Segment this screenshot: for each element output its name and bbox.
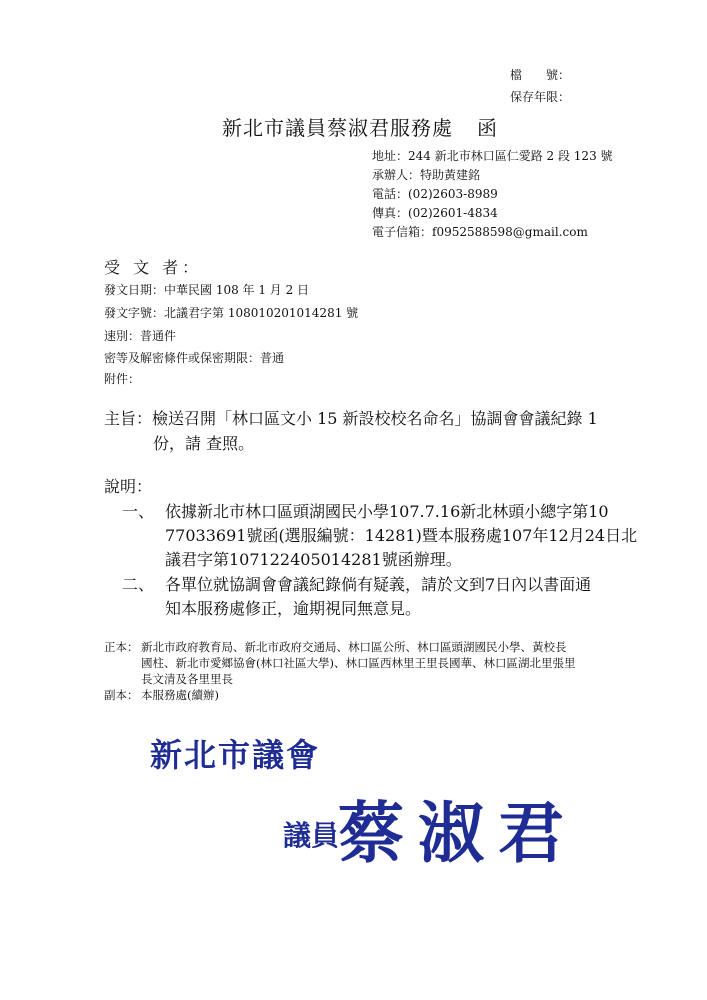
explanation-item-1-line: 議君字第107122405014281號函辦理。	[165, 550, 462, 569]
attachment-label: 附件：	[104, 372, 141, 386]
contact-email: 電子信箱：f0952588598@gmail.com	[372, 225, 588, 239]
letter-issuer: 新北市議員蔡淑君服務處	[222, 116, 453, 140]
council-seal-text: 新北市議會	[150, 736, 321, 774]
councilor-name-seal: 蔡淑君	[338, 794, 578, 872]
explanation-label: 說明：	[104, 477, 153, 496]
explanation-item-1-num: 一、	[122, 502, 155, 521]
retention-label: 保存年限：	[510, 90, 571, 104]
contact-fax: 傳真：(02)2601-4834	[372, 206, 498, 220]
file-number-label: 檔 號：	[510, 68, 571, 82]
subject-line-2: 份，請 查照。	[153, 434, 255, 453]
subject-line-1: 主旨：檢送召開「林口區文小 15 新設校校名命名」協調會會議紀錄 1	[104, 409, 598, 428]
explanation-item-2-num: 二、	[122, 575, 155, 594]
primary-copy-label: 正本：	[104, 640, 139, 654]
secondary-copy-label: 副本：	[104, 688, 139, 702]
speed-type: 速別：普通件	[104, 329, 177, 343]
councilor-role-seal: 議員	[283, 819, 340, 852]
primary-copy-line: 國柱、新北市愛鄉協會(林口社區大學)、林口區西林里王里長國華、林口區湖北里張里	[141, 656, 576, 670]
explanation-item-1-line: 77033691號函(選服編號：14281)暨本服務處107年12月24日北	[165, 526, 638, 545]
secondary-copy: 本服務處(續辦)	[141, 688, 219, 702]
doc-number: 發文字號：北議君字第 108010201014281 號	[104, 306, 359, 320]
contact-handler: 承辦人：特助黃建銘	[372, 168, 481, 182]
primary-copy-line: 新北市政府教育局、新北市政府交通局、林口區公所、林口區頭湖國民小學、黃校長	[141, 640, 567, 654]
primary-copy-line: 長文清及各里里長	[141, 672, 233, 686]
letter-doc-type: 函	[477, 116, 498, 140]
issue-date: 發文日期：中華民國 108 年 1 月 2 日	[104, 283, 310, 297]
contact-phone: 電話：(02)2603-8989	[372, 187, 498, 201]
explanation-item-1-line: 依據新北市林口區頭湖國民小學107.7.16新北林頭小總字第10	[165, 502, 609, 521]
recipient-label: 受 文 者：	[104, 258, 203, 277]
explanation-item-2-line: 各單位就協調會會議紀錄倘有疑義，請於文到7日內以書面通	[165, 575, 592, 594]
classification: 密等及解密條件或保密期限：普通	[104, 351, 285, 365]
explanation-item-2-line: 知本服務處修正，逾期視同無意見。	[165, 599, 422, 618]
letter-title	[222, 112, 498, 141]
contact-address: 地址：244 新北市林口區仁愛路 2 段 123 號	[372, 149, 613, 163]
